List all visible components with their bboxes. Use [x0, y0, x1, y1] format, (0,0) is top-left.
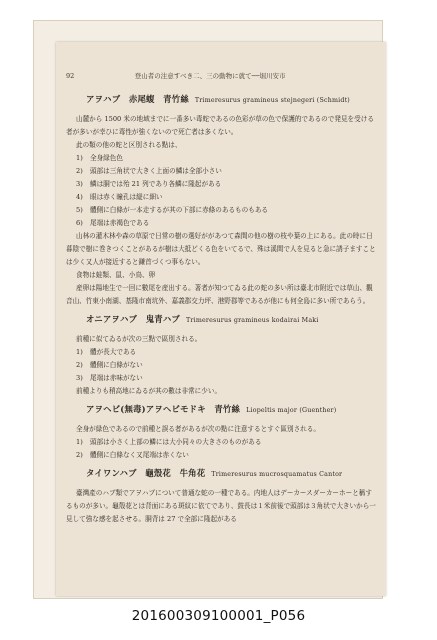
list-item: [66, 165, 376, 178]
list-text: 頭部は三角状で大きく上面の鱗は全部小さい: [90, 167, 222, 175]
list-text: 頭部は小さく上部の鱗には大小同々の大きさのものがある: [90, 438, 262, 446]
list-text: 體側に白條が一本走するが其の下部に赤條のあるものもある: [90, 206, 269, 214]
section-title-text: タイワンハブ 龜殼花 牛角花: [86, 468, 206, 478]
scientific-name: Trimeresurus mucrosquamatus Cantor: [211, 471, 343, 478]
list-number: 3): [76, 374, 83, 382]
page-number: 92: [66, 72, 75, 80]
scientific-name: Liopeltis major (Guenther): [246, 407, 337, 414]
list-text: 尾端は赤味がない: [90, 374, 143, 382]
section-title-aohabu: [86, 93, 376, 107]
list-intro: 前種に似てゐるが次の三點で區別される。: [76, 335, 202, 343]
feature-list: [66, 152, 376, 230]
section-title-text: オニアヲハブ 鬼青ハブ: [86, 314, 180, 324]
list-intro: 此の類の他の蛇と区別される點は、: [76, 141, 182, 149]
paragraph: 山麓から 1500 米の地域までに一番多い毒蛇であるの色彩が草の色で保護的であるので発見を受ける者が多いが幸ひに毒性が強くないので死亡者は多くない。: [66, 115, 374, 136]
scientific-name: Trimeresurus gramineus kodairai Maki: [186, 317, 319, 324]
section-title-oniaohabu: [86, 313, 376, 327]
list-item: [66, 449, 376, 462]
list-number: 2): [76, 361, 83, 369]
list-item: [66, 372, 376, 385]
paragraph: 前種よりも稍高地にゐるが其の數は非常に少い。: [76, 387, 222, 395]
page-content: [66, 70, 376, 585]
section-title-text: アヲハブ 赤尾蝮 青竹絲: [86, 94, 189, 104]
list-text: 全身緑色色: [90, 154, 123, 162]
running-title: 登山者の注意すべき二、三の動物に就て──堀川安市: [134, 72, 286, 80]
paragraph: 産卵は陽地生で一回に數尾を産出する。著者が知つてゐる此の蛇の多い所は臺北市附近では草山、觀音山、竹東小南湖、基隆市南坑外、嘉義郡交力坪、港野郡等であるが他にも何全島に多い所であらう。: [66, 284, 373, 305]
feature-list: [66, 436, 376, 462]
section-title-text: アヲヘビ(無毒)アヲヘビモドキ 青竹絲: [86, 404, 241, 414]
list-number: 1): [76, 438, 83, 446]
list-item: [66, 346, 376, 359]
list-item: [66, 152, 376, 165]
list-item: [66, 178, 376, 191]
list-number: 1): [76, 348, 83, 356]
list-item: [66, 359, 376, 372]
list-number: 4): [76, 193, 83, 201]
list-text: 眼は赤く瞳孔は縦に細い: [90, 193, 163, 201]
list-number: 6): [76, 219, 83, 227]
list-number: 2): [76, 167, 83, 175]
list-item: [66, 204, 376, 217]
list-item: [66, 217, 376, 230]
list-text: 鱗は胴では殆 21 列であり各鱗に隆起がある: [90, 180, 222, 188]
list-text: 體が長大である: [90, 348, 137, 356]
food-line: 食物は蛙類、鼠、小鳥、卵: [76, 271, 156, 279]
list-text: 體側に白條がない: [90, 361, 143, 369]
section-title-taiwanhabu: [86, 467, 376, 481]
list-number: 3): [76, 180, 83, 188]
scientific-name: Trimeresurus gramineus stejnegeri (Schmidt): [194, 97, 350, 104]
list-item: [66, 436, 376, 449]
list-number: 2): [76, 451, 83, 459]
page-header: [66, 70, 376, 83]
section-title-aohebi: [86, 403, 376, 417]
paragraph: 山林の灌木林や森の草原で日常の樹の選好ががあつて森間の他の樹の枝や葉の上にある。此の時に日暮陰で樹に巻きつくことがあるが樹は大抵どくる色をいてるで、殊は溪間で人を見ると急に誘子ますことは少く又人が接近すると鎌首づくつ事もない。: [66, 232, 376, 266]
paragraph: 臺灣產のハブ類でアヲハブについて普通な蛇の一種である。内地人はデーカースダーカーホーと稱するものが多い。龜殼花とは背面にある斑紋に依てであり、鼓長は１米前後で頭部は３角状で大きいから一見して強な感を起させる。胴背は 27 で全部に隆起がある: [66, 489, 376, 523]
list-text: 體側に白條なく又尾端は赤くない: [90, 451, 189, 459]
feature-list: [66, 346, 376, 385]
list-number: 5): [76, 206, 83, 214]
list-item: [66, 191, 376, 204]
list-number: 1): [76, 154, 83, 162]
image-caption: 201600309100001_P056: [131, 608, 306, 624]
list-intro: 全身が緑色であるので前種と誤る者があるが次の點に注意するとすぐ區別される。: [76, 425, 320, 433]
list-text: 尾端は赤褐色である: [90, 219, 150, 227]
